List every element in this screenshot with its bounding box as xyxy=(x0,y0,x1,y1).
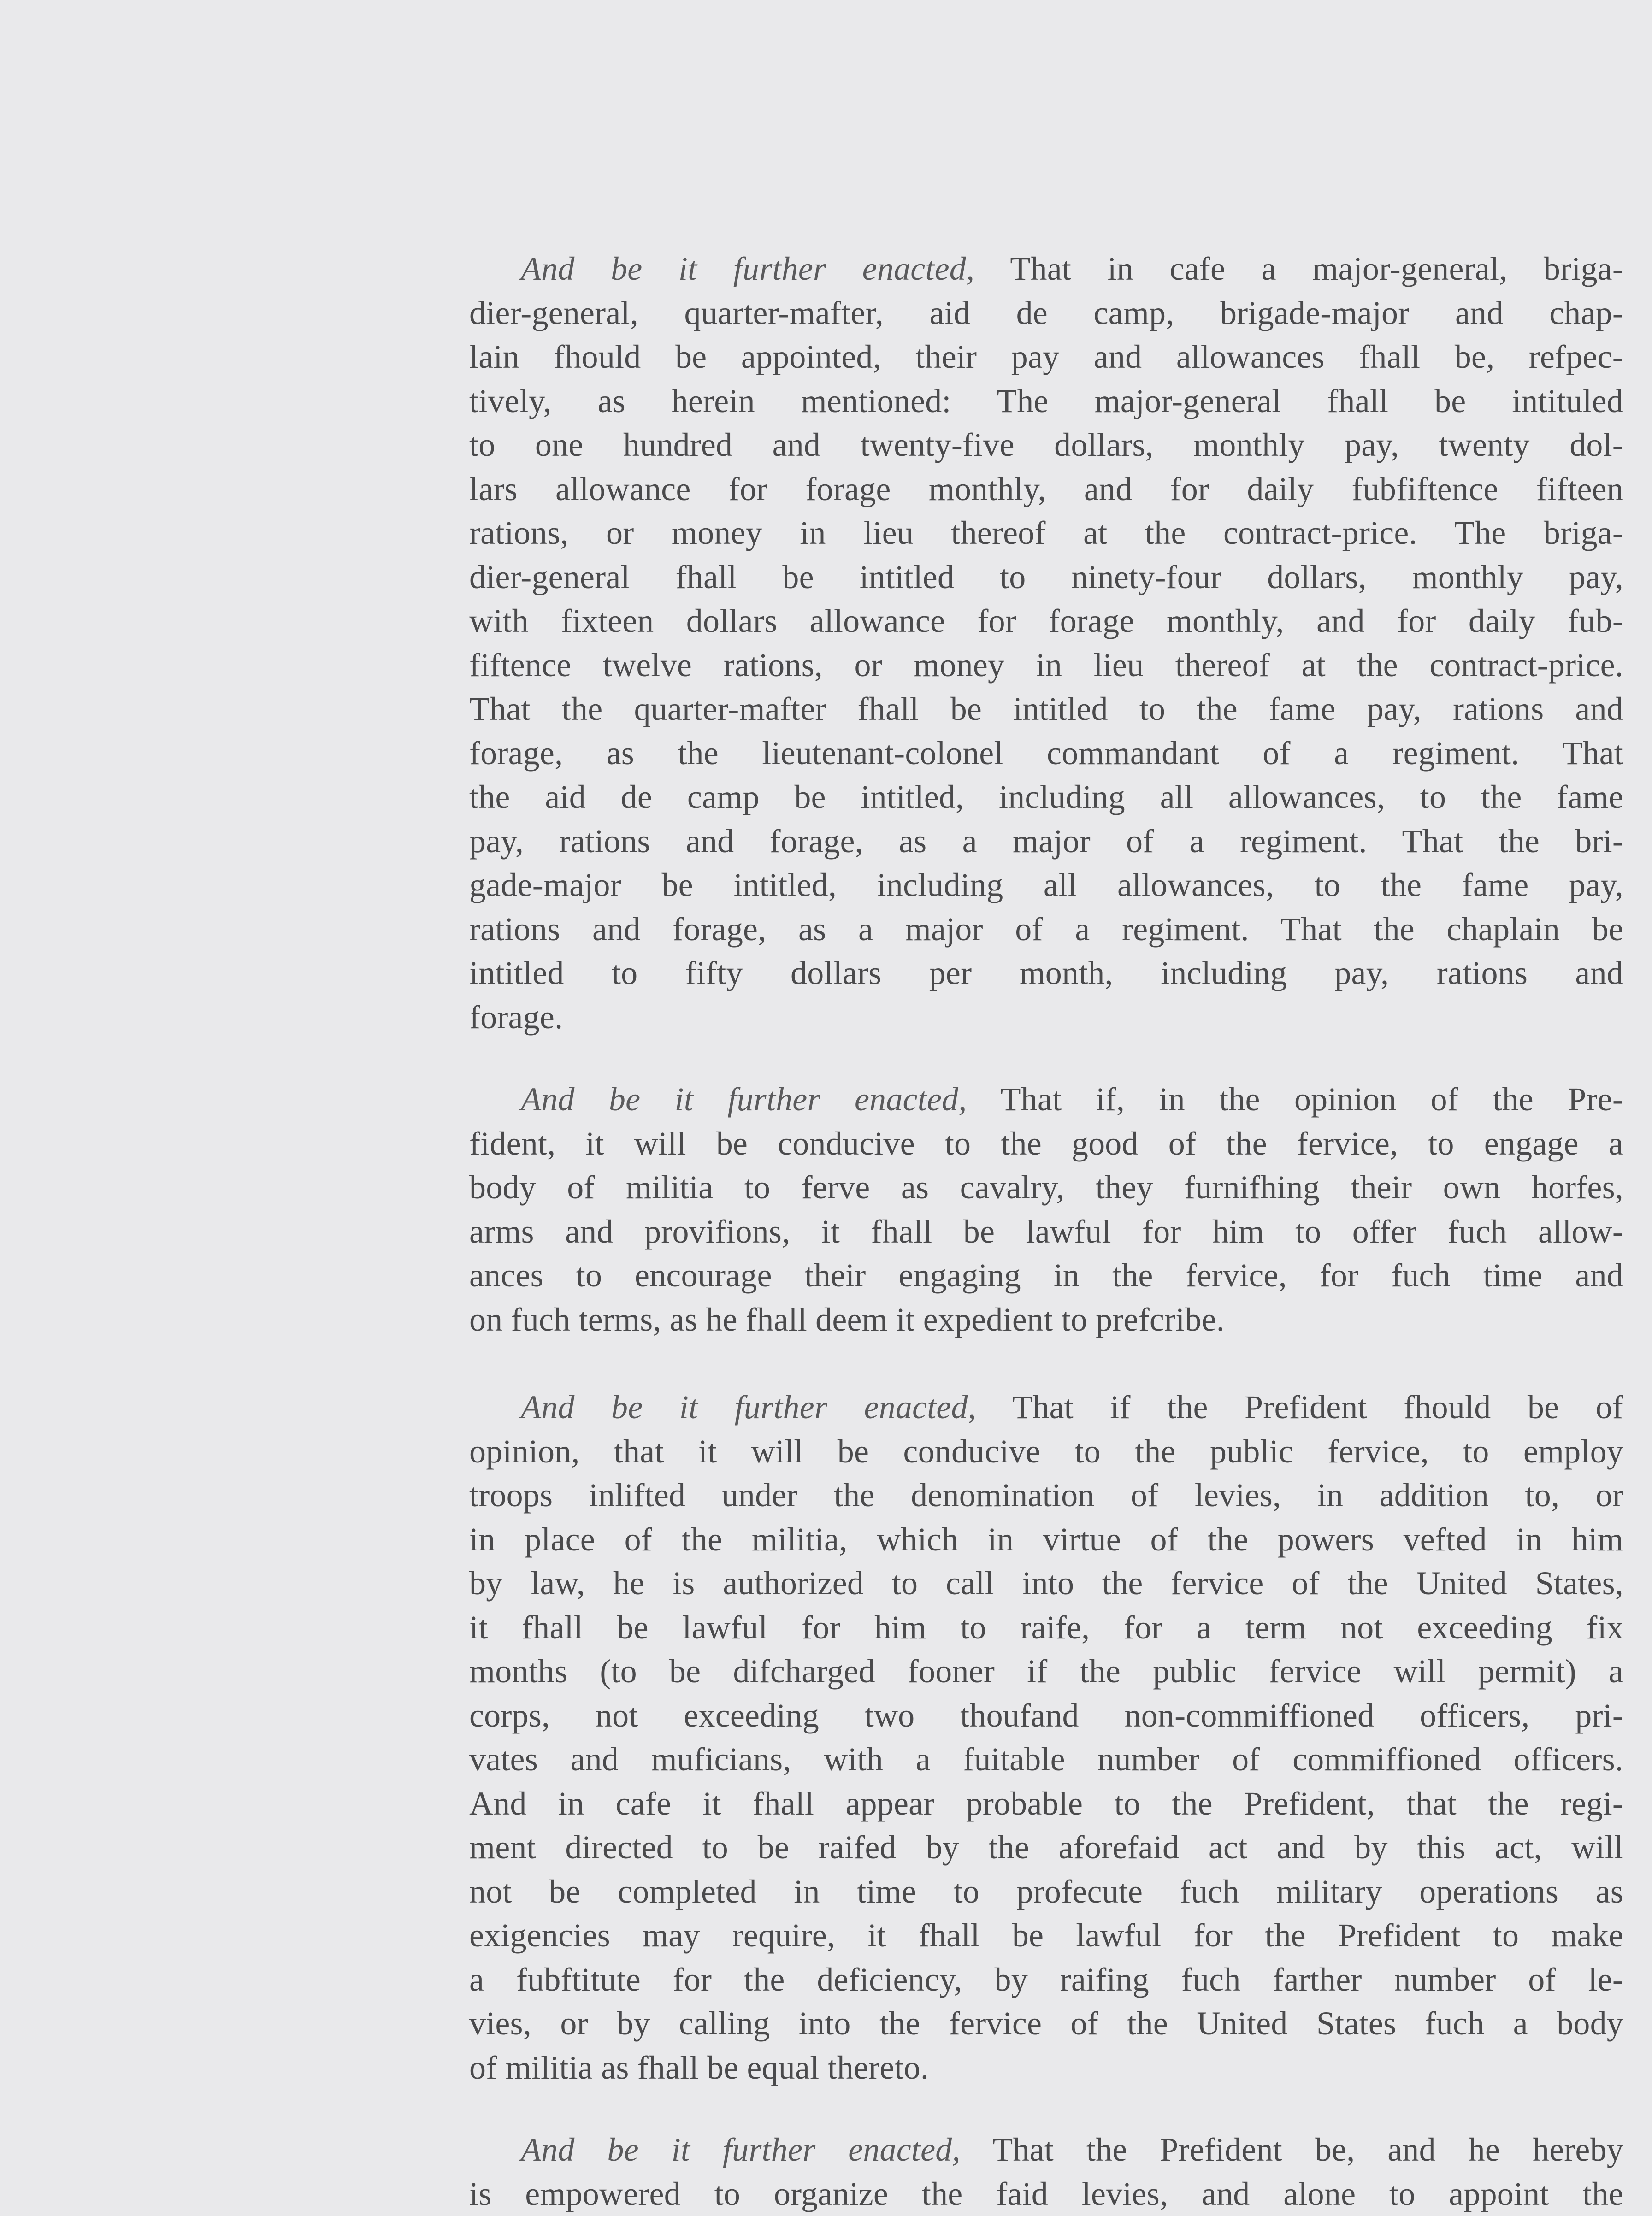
text-line: rations, or money in lieu thereof at the contract-price. The briga- xyxy=(469,514,1623,551)
text-line: And be it further enacted, That if the Prefident fhould be of xyxy=(521,1389,1623,1426)
text-line: dier-general, quarter-mafter, aid de camp, brigade-major and chap- xyxy=(469,294,1623,331)
paragraph-levies xyxy=(469,1385,1623,2090)
text-line: dier-general fhall be intitled to ninety-four dollars, monthly pay, xyxy=(469,558,1623,595)
paragraph-organize-levies xyxy=(469,2128,1623,2216)
text-line: arms and provifions, it fhall be lawful for him to offer fuch allow- xyxy=(469,1213,1623,1250)
text-line: pay, rations and forage, as a major of a regiment. That the bri- xyxy=(469,822,1623,860)
paragraph-officers-pay xyxy=(469,247,1623,1039)
text-line: That the quarter-mafter fhall be intitled to the fame pay, rations and xyxy=(469,690,1623,727)
text-line: vies, or by calling into the fervice of the United States fuch a body xyxy=(469,2005,1623,2042)
text-line: And be it further enacted, That the Prefident be, and he hereby xyxy=(521,2131,1623,2168)
enacting-clause: And be it further enacted, xyxy=(521,1081,967,1118)
paragraph-militia-cavalry xyxy=(469,1078,1623,1342)
text-line: rations and forage, as a major of a regiment. That the chaplain be xyxy=(469,910,1623,948)
text-line: fident, it will be conducive to the good of the fervice, to engage a xyxy=(469,1125,1623,1162)
text-line: to one hundred and twenty-five dollars, monthly pay, twenty dol- xyxy=(469,426,1623,463)
enacting-clause: And be it further enacted, xyxy=(521,1389,976,1426)
text-line: not be completed in time to profecute fuch military operations as xyxy=(469,1873,1623,1910)
text-line: gade-major be intitled, including all allowances, to the fame pay, xyxy=(469,866,1623,903)
text-line: intitled to fifty dollars per month, including pay, rations and xyxy=(469,955,1623,991)
text-line: And be it further enacted, That if, in the opinion of the Pre- xyxy=(521,1081,1623,1118)
text-line: corps, not exceeding two thoufand non-commiffioned officers, pri- xyxy=(469,1697,1623,1734)
text-line: vates and muficians, with a fuitable number of commiffioned officers. xyxy=(469,1741,1623,1778)
text-line: in place of the militia, which in virtue of the powers vefted in him xyxy=(469,1521,1623,1558)
text-line: tively, as herein mentioned: The major-general fhall be intituled xyxy=(469,382,1623,419)
text-line: is empowered to organize the faid levies, and alone to appoint the xyxy=(469,2175,1623,2212)
text-line: ment directed to be raifed by the aforefaid act and by this act, will xyxy=(469,1829,1623,1866)
text-line: exigencies may require, it fhall be lawful for the Prefident to make xyxy=(469,1917,1623,1954)
text-line: months (to be difcharged fooner if the public fervice will permit) a xyxy=(469,1653,1623,1690)
text-line: ances to encourage their engaging in the fervice, for fuch time and xyxy=(469,1257,1623,1294)
text-line: And be it further enacted, That in cafe a major-general, briga- xyxy=(521,250,1624,287)
text-line: fiftence twelve rations, or money in lieu thereof at the contract-price. xyxy=(469,646,1623,684)
text-line: body of militia to ferve as cavalry, they furnifhing their own horfes, xyxy=(469,1169,1623,1206)
text-line: it fhall be lawful for him to raife, for a term not exceeding fix xyxy=(469,1609,1623,1646)
text-line: forage. xyxy=(469,998,563,1036)
text-line: lars allowance for forage monthly, and for daily fubfiftence fifteen xyxy=(469,470,1623,507)
text-line: troops inlifted under the denomination of levies, in addition to, or xyxy=(469,1477,1623,1514)
text-line: forage, as the lieutenant-colonel commandant of a regiment. That xyxy=(469,734,1623,772)
text-line: of militia as fhall be equal thereto. xyxy=(469,2049,929,2086)
enacting-clause: And be it further enacted, xyxy=(521,2131,961,2168)
text-line: lain fhould be appointed, their pay and allowances fhall be, refpec- xyxy=(469,338,1623,375)
text-line: a fubftitute for the deficiency, by raifing fuch farther number of le- xyxy=(469,1961,1623,1998)
text-line: with fixteen dollars allowance for forage monthly, and for daily fub- xyxy=(469,602,1623,639)
text-line: the aid de camp be intitled, including all allowances, to the fame xyxy=(469,778,1623,815)
text-line: on fuch terms, as he fhall deem it expedient to prefcribe. xyxy=(469,1301,1225,1338)
text-line: opinion, that it will be conducive to the public fervice, to employ xyxy=(469,1432,1623,1470)
enacting-clause: And be it further enacted, xyxy=(521,250,975,287)
text-line: And in cafe it fhall appear probable to the Prefident, that the regi- xyxy=(469,1785,1623,1822)
text-line: by law, he is authorized to call into the fervice of the United States, xyxy=(469,1565,1623,1602)
